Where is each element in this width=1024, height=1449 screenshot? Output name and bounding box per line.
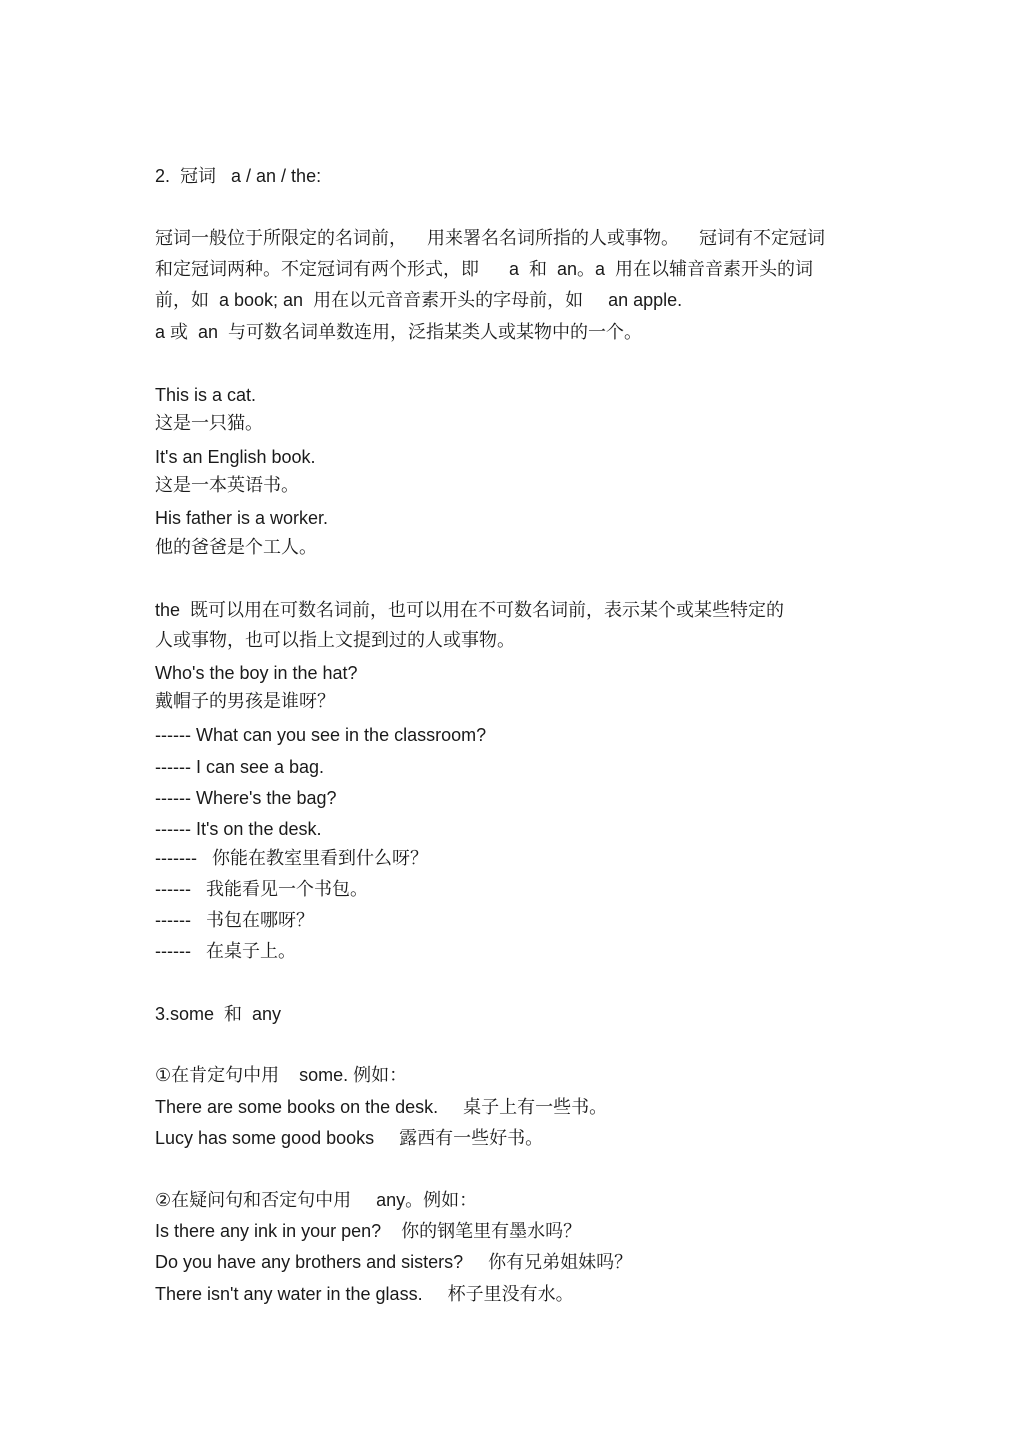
example-chinese: 戴帽子的男孩是谁呀？ — [155, 691, 335, 711]
intro-line: 前，如 a book; an 用在以元音音素开头的字母前，如 an apple. — [155, 290, 683, 310]
rule-example: Do you have any brothers and sisters? 你有兄弟姐妹吗？ — [155, 1252, 633, 1272]
section-heading-articles: 2. 冠词 a / an / the: — [155, 166, 322, 186]
dialogue-line: ------ 我能看见一个书包。 — [155, 879, 368, 899]
the-explanation-line: 人或事物，也可以指上文提到过的人或事物。 — [155, 630, 515, 650]
rule-example: There isn't any water in the glass. 杯子里没有水。 — [155, 1284, 574, 1304]
dialogue-line: ------ 书包在哪呀？ — [155, 910, 314, 930]
rule-example: There are some books on the desk. 桌子上有一些书。 — [155, 1097, 608, 1117]
example-chinese: 这是一本英语书。 — [155, 475, 299, 495]
intro-line: 和定冠词两种。不定冠词有两个形式，即 a 和 an。a 用在以辅音音素开头的词 — [155, 259, 814, 279]
example-english: This is a cat. — [155, 385, 257, 405]
example-english: Who's the boy in the hat? — [155, 663, 358, 683]
rule-line: ①在肯定句中用 some. 例如： — [155, 1065, 408, 1085]
rule-line: ②在疑问句和否定句中用 any。例如： — [155, 1190, 478, 1210]
dialogue-line: ------- 你能在教室里看到什么呀？ — [155, 848, 428, 868]
example-english: It's an English book. — [155, 447, 316, 467]
dialogue-line: ------ It's on the desk. — [155, 819, 322, 839]
rule-example: Lucy has some good books 露西有一些好书。 — [155, 1128, 544, 1148]
dialogue-line: ------ Where's the bag? — [155, 788, 337, 808]
section-heading-some-any: 3.some 和 any — [155, 1004, 282, 1024]
the-explanation-line: the 既可以用在可数名词前，也可以用在不可数名词前，表示某个或某些特定的 — [155, 600, 785, 620]
example-chinese: 这是一只猫。 — [155, 413, 263, 433]
rule-example: Is there any ink in your pen? 你的钢笔里有墨水吗？ — [155, 1221, 582, 1241]
dialogue-line: ------ What can you see in the classroom? — [155, 725, 487, 745]
dialogue-line: ------ 在桌子上。 — [155, 941, 296, 961]
intro-line: 冠词一般位于所限定的名词前， 用来署名名词所指的人或事物。 冠词有不定冠词 — [155, 228, 826, 248]
intro-line: a 或 an 与可数名词单数连用，泛指某类人或某物中的一个。 — [155, 322, 643, 342]
example-english: His father is a worker. — [155, 508, 329, 528]
example-chinese: 他的爸爸是个工人。 — [155, 537, 317, 557]
dialogue-line: ------ I can see a bag. — [155, 757, 325, 777]
